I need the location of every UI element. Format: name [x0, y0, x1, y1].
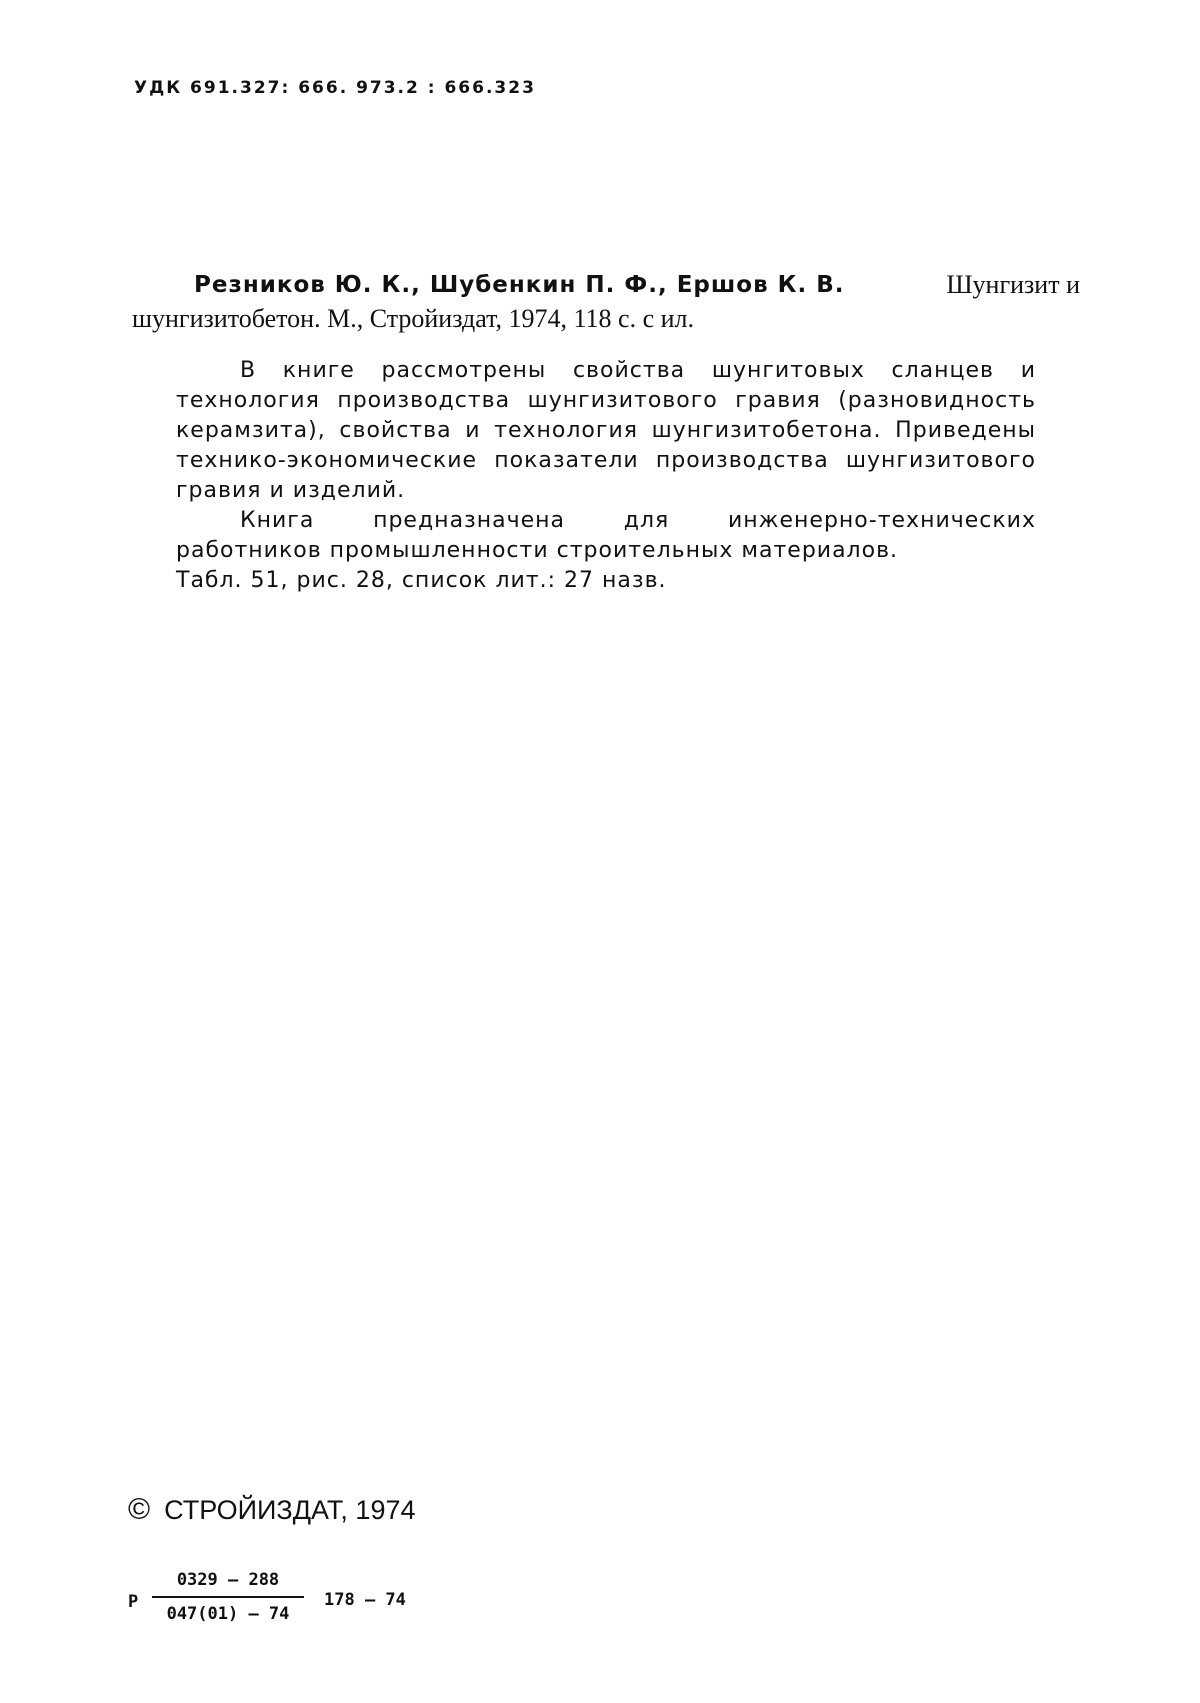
- index-tail: 178 — 74: [324, 1590, 406, 1610]
- citation-title-start: Шунгизит и: [946, 270, 1080, 299]
- copyright-text: СТРОЙИЗДАТ, 1974: [164, 1495, 416, 1525]
- index-numerator: 0329 — 288: [176, 1570, 280, 1590]
- abstract-paragraph-1: В книге рассмотрены свойства шунгитовых сланцев и технология производства шунгизитового гравия (разновидность керамзита), свойства и технология шунгизитобетона. Приведены технико-экономические показатели производства шунгизитового гравия и изделий.: [176, 358, 1036, 503]
- citation-authors: Резников Ю. К., Шубенкин П. Ф., Ершов К. В.: [194, 272, 845, 298]
- index-fraction: [152, 1568, 304, 1626]
- index-letter: Р: [128, 1592, 139, 1612]
- bibliographic-citation: [132, 268, 1080, 336]
- citation-line-2: шунгизитобетон. М., Стройиздат, 1974, 118 с. с ил.: [132, 304, 695, 333]
- copyright-notice: [128, 1493, 416, 1527]
- udk-code: УДК 691.327: 666. 973.2 : 666.323: [134, 78, 536, 98]
- index-denominator: 047(01) — 74: [166, 1604, 290, 1624]
- abstract: [176, 356, 1036, 596]
- citation-line-1: [132, 268, 1080, 302]
- abstract-stats: Табл. 51, рис. 28, список лит.: 27 назв.: [176, 568, 667, 593]
- fraction-bar: [152, 1596, 304, 1598]
- abstract-paragraph-2: Книга предназначена для инженерно-технических работников промышленности строительных материалов.: [176, 508, 1036, 563]
- copyright-symbol: ©: [128, 1493, 151, 1526]
